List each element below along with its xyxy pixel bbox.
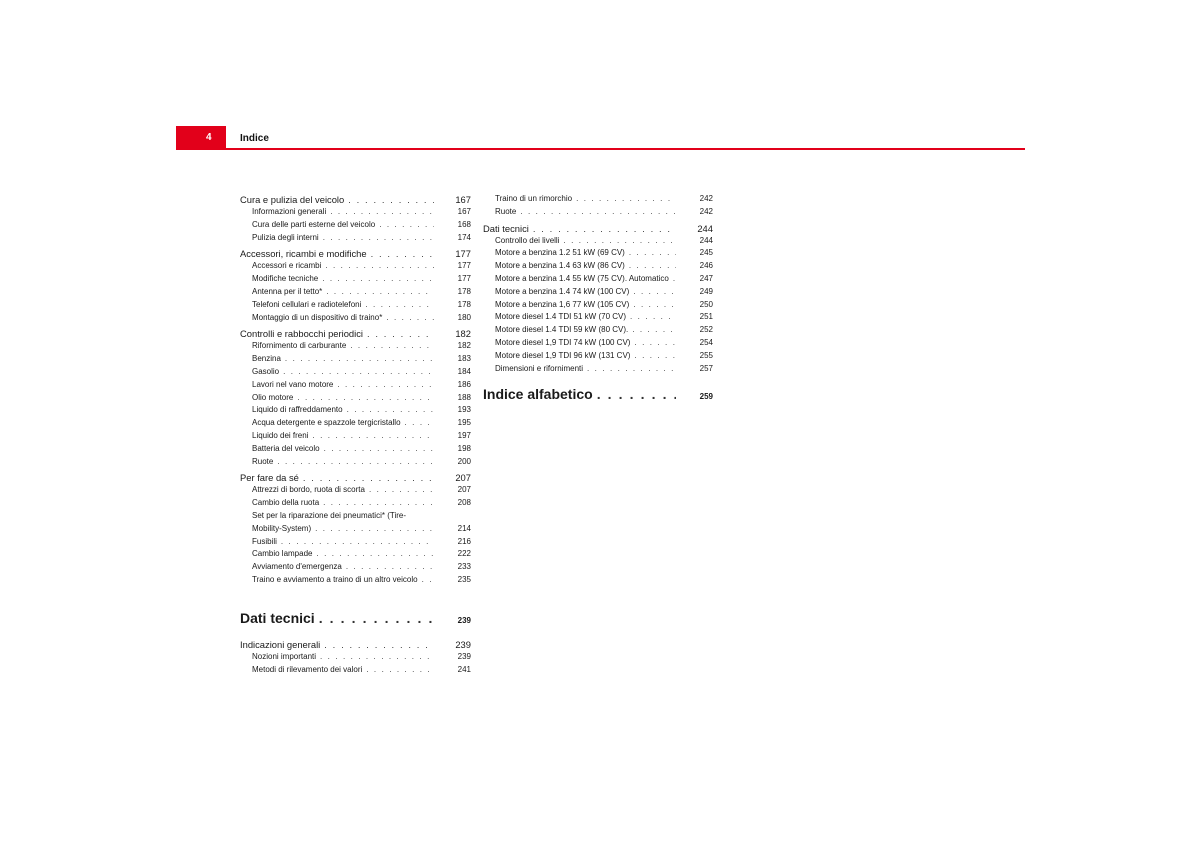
toc-subsection[interactable] [483,299,713,312]
toc-entry-label: Avviamento d'emergenza [252,562,342,572]
toc-page-number: 242 [699,206,713,216]
toc-section[interactable] [240,193,471,206]
toc-entry-label: Controllo dei livelli [495,235,560,245]
toc-page-number: 254 [699,337,713,347]
toc-page-number: 167 [455,194,471,205]
toc-subsection[interactable] [483,363,713,376]
toc-entry-label: Traino e avviamento a traino di un altro veicolo [252,574,418,584]
toc-entry-label: Cura delle parti esterne del veicolo [252,219,376,229]
toc-entry-label: Montaggio di un dispositivo di traino* [252,312,383,322]
toc-page-number: 242 [699,194,713,203]
toc-entry-label: Cura e pulizia del veicolo [240,194,345,205]
toc-section[interactable] [240,247,471,260]
dot-leader [386,312,434,325]
toc-page-number: 259 [699,392,713,402]
toc-page-number: 239 [455,638,471,650]
toc-page-number: 239 [457,615,471,625]
toc-subsection[interactable] [483,247,713,260]
toc-page-number: 239 [457,651,471,661]
toc-entry-label: Traino di un rimorchio [495,194,573,203]
toc-page-number: 198 [457,443,471,453]
toc-entry-label: Motore a benzina 1.4 63 kW (86 CV) [495,261,625,271]
toc-section[interactable] [240,471,471,484]
toc-page-number: 208 [457,498,471,508]
toc-page-number: 244 [697,222,713,234]
toc-subsection[interactable] [483,206,713,219]
toc-subsection[interactable] [240,219,471,232]
dot-leader [297,392,434,405]
toc-page-number: 246 [699,261,713,271]
dot-leader [576,193,676,206]
toc-page-number: 197 [457,430,471,440]
toc-page-number: 255 [699,350,713,360]
toc-entry-label: Motore diesel 1,9 TDI 96 kW (131 CV) [495,350,631,360]
toc-entry-label: Telefoni cellulari e radiotelefoni [252,299,362,309]
dot-leader [633,299,676,312]
dot-leader [634,350,676,363]
toc-entry-label: Benzina [252,354,281,364]
toc-entry-label: Attrezzi di bordo, ruota di scorta [252,485,365,495]
toc-entry-label: Controlli e rabbocchi periodici [240,328,363,340]
toc-page-number: 207 [455,472,471,484]
toc-subsection[interactable] [240,273,471,286]
toc-page-number: 235 [457,574,471,584]
toc-page-number: 186 [457,379,471,389]
dot-leader [422,574,434,587]
toc-subsection[interactable] [240,312,471,325]
toc-subsection[interactable] [483,311,713,324]
toc-page-number: 245 [699,248,713,258]
toc-subsection[interactable] [483,235,713,248]
dot-leader [323,497,434,510]
toc-entry-label: Liquido dei freni [252,430,309,440]
toc-section[interactable] [240,327,471,340]
toc-page-number: 222 [457,549,471,559]
dot-leader [285,353,434,366]
toc-entry-label: Indice alfabetico [483,386,593,403]
toc-page-number: 257 [699,363,713,373]
toc-entry-label: Metodi di rilevamento dei valori [252,664,363,674]
dot-leader [320,651,434,664]
toc-entry-label: Motore a benzina 1.4 74 kW (100 CV) [495,286,630,296]
toc-entry-label: Fusibili [252,536,277,546]
toc-entry-label: Pulizia degli interni [252,232,319,242]
toc-entry-label: Dimensioni e rifornimenti [495,363,584,373]
toc-entry-label: Dati tecnici [483,222,529,234]
dot-leader [367,327,434,340]
toc-entry-label: Antenna per il tetto* [252,286,323,296]
dot-leader [283,366,434,379]
toc-entry-label: Per fare da sé [240,472,299,484]
dot-leader [379,219,434,232]
toc-page-number: 249 [699,286,713,296]
toc-page-number: 247 [699,273,713,283]
dot-leader [277,456,434,469]
toc-page-number: 177 [457,261,471,271]
toc-page-number: 177 [457,274,471,284]
toc-entry-label: Ruote [495,206,517,216]
dot-leader [563,235,676,248]
dot-leader [597,385,676,403]
toc-entry-label: Lavori nel vano motore [252,379,334,389]
toc-subsection[interactable] [240,299,471,312]
toc-subsection[interactable] [240,379,471,392]
dot-leader [371,247,434,260]
toc-entry-label: Acqua detergente e spazzole tergicristallo [252,418,401,428]
dot-leader [330,206,434,219]
toc-page-number: 216 [457,536,471,546]
toc-page-number: 252 [699,325,713,335]
toc-entry-label-line1: Set per la riparazione dei pneumatici* (Tire- [252,510,406,520]
toc-entry-label: Cambio della ruota [252,498,320,508]
toc-entry-label: Gasolio [252,366,280,376]
dot-leader [520,206,676,219]
toc-subsection[interactable] [483,286,713,299]
toc-entry-label: Motore diesel 1,9 TDI 74 kW (100 CV) [495,337,631,347]
dot-leader [312,430,434,443]
dot-leader [303,471,434,484]
toc-entry-wrapped[interactable] [240,510,471,536]
toc-page-number: 180 [457,312,471,322]
toc-entry-label: Indicazioni generali [240,638,321,650]
header-title: Indice [240,133,269,144]
toc-subsection[interactable] [240,484,471,497]
toc-entry-label: Olio motore [252,392,294,402]
toc-subsection[interactable] [240,456,471,469]
dot-leader [673,273,676,286]
dot-leader [630,311,676,324]
toc-chapter[interactable] [483,385,713,406]
toc-entry-label: Cambio lampade [252,549,313,559]
toc-page-number: 167 [457,207,471,216]
toc-section[interactable] [483,222,713,235]
page-number: 4 [206,132,212,143]
dot-leader [346,561,434,574]
dot-leader [533,222,676,235]
toc-subsection[interactable] [240,260,471,273]
toc-entry-label: Batteria del veicolo [252,443,320,453]
dot-leader [350,340,434,353]
toc-subsection[interactable] [240,664,471,677]
toc-entry-label: Rifornimento di carburante [252,341,347,351]
toc-page-number: 244 [699,235,713,245]
dot-leader [281,536,434,549]
dot-leader [325,260,434,273]
dot-leader [405,417,434,430]
page-header [176,126,1025,150]
toc-subsection[interactable] [240,392,471,405]
toc-subsection[interactable] [240,206,471,219]
dot-leader [322,273,434,286]
toc-subsection[interactable] [483,260,713,273]
dot-leader [347,404,434,417]
toc-subsection[interactable] [240,286,471,299]
toc-subsection[interactable] [240,366,471,379]
toc-entry-label: Motore a benzina 1,6 77 kW (105 CV) [495,299,630,309]
dot-leader [326,286,434,299]
dot-leader [319,609,434,627]
page-number-badge [176,126,226,148]
toc-page-number: 174 [457,232,471,242]
toc-subsection[interactable] [240,417,471,430]
toc-page-number: 200 [457,456,471,466]
dot-leader [629,260,676,273]
toc-subsection[interactable] [240,497,471,510]
toc-entry[interactable] [252,523,471,536]
toc-page-number: 251 [699,312,713,322]
toc-entry-label: Liquido di raffreddamento [252,405,343,415]
toc-page-number: 233 [457,562,471,572]
dot-leader [587,363,676,376]
toc-page-number: 214 [457,523,471,533]
toc-subsection[interactable] [240,340,471,353]
toc-section[interactable] [240,638,471,651]
toc-subsection[interactable] [240,430,471,443]
toc-entry-label: Motore diesel 1.4 TDI 59 kW (80 CV). [495,325,629,335]
toc-right-column [483,193,713,414]
toc-page-number: 182 [457,341,471,351]
toc-page-number: 241 [457,664,471,674]
toc-subsection[interactable] [240,404,471,417]
toc-entry-label: Ruote [252,456,274,466]
toc-page-number: 182 [455,328,471,340]
dot-leader [365,299,434,312]
toc-entry-label: Modifiche tecniche [252,274,319,284]
dot-leader [337,379,434,392]
toc-page-number: 183 [457,354,471,364]
toc-page-number: 178 [457,299,471,309]
toc-page-number: 193 [457,405,471,415]
toc-page-number: 184 [457,366,471,376]
toc-subsection[interactable] [240,561,471,574]
dot-leader [348,193,434,206]
toc-page-number: 207 [457,485,471,495]
dot-leader [634,337,676,350]
dot-leader [633,286,676,299]
dot-leader [323,232,434,245]
dot-leader [629,247,676,260]
toc-subsection[interactable] [483,273,713,286]
toc-subsection[interactable] [240,574,471,587]
toc-page-number: 178 [457,286,471,296]
dot-leader [315,523,434,536]
dot-leader [366,664,434,677]
toc-page-number: 177 [455,248,471,260]
toc-subsection[interactable] [483,324,713,337]
dot-leader [632,324,676,337]
toc-entry-label: Accessori e ricambi [252,261,322,271]
toc-entry-label: Motore a benzina 1.4 55 kW (75 CV). Automatico [495,273,669,283]
dot-leader [369,484,434,497]
toc-subsection[interactable] [240,548,471,561]
toc-chapter[interactable] [240,609,471,630]
toc-subsection[interactable] [240,353,471,366]
toc-entry-label: Motore diesel 1.4 TDI 51 kW (70 CV) [495,312,627,322]
toc-subsection[interactable] [240,443,471,456]
toc-entry-label: Mobility-System) [252,523,312,533]
toc-entry-label: Informazioni generali [252,207,327,216]
toc-subsection[interactable] [483,350,713,363]
toc-left-column [240,193,471,676]
toc-entry-label: Dati tecnici [240,609,315,626]
header-rule [176,148,1025,150]
toc-subsection[interactable] [240,232,471,245]
toc-page-number: 195 [457,418,471,428]
toc-page-number: 250 [699,299,713,309]
dot-leader [324,638,434,651]
toc-entry-label: Accessori, ricambi e modifiche [240,248,367,260]
toc-subsection[interactable] [483,337,713,350]
dot-leader [324,443,434,456]
toc-page-number: 168 [457,219,471,229]
toc-entry-label: Nozioni importanti [252,651,317,661]
toc-subsection[interactable] [240,651,471,664]
toc-entry-label: Motore a benzina 1.2 51 kW (69 CV) [495,248,625,258]
toc-subsection[interactable] [240,536,471,549]
toc-page-number: 188 [457,392,471,402]
toc-subsection[interactable] [483,193,713,206]
dot-leader [316,548,434,561]
